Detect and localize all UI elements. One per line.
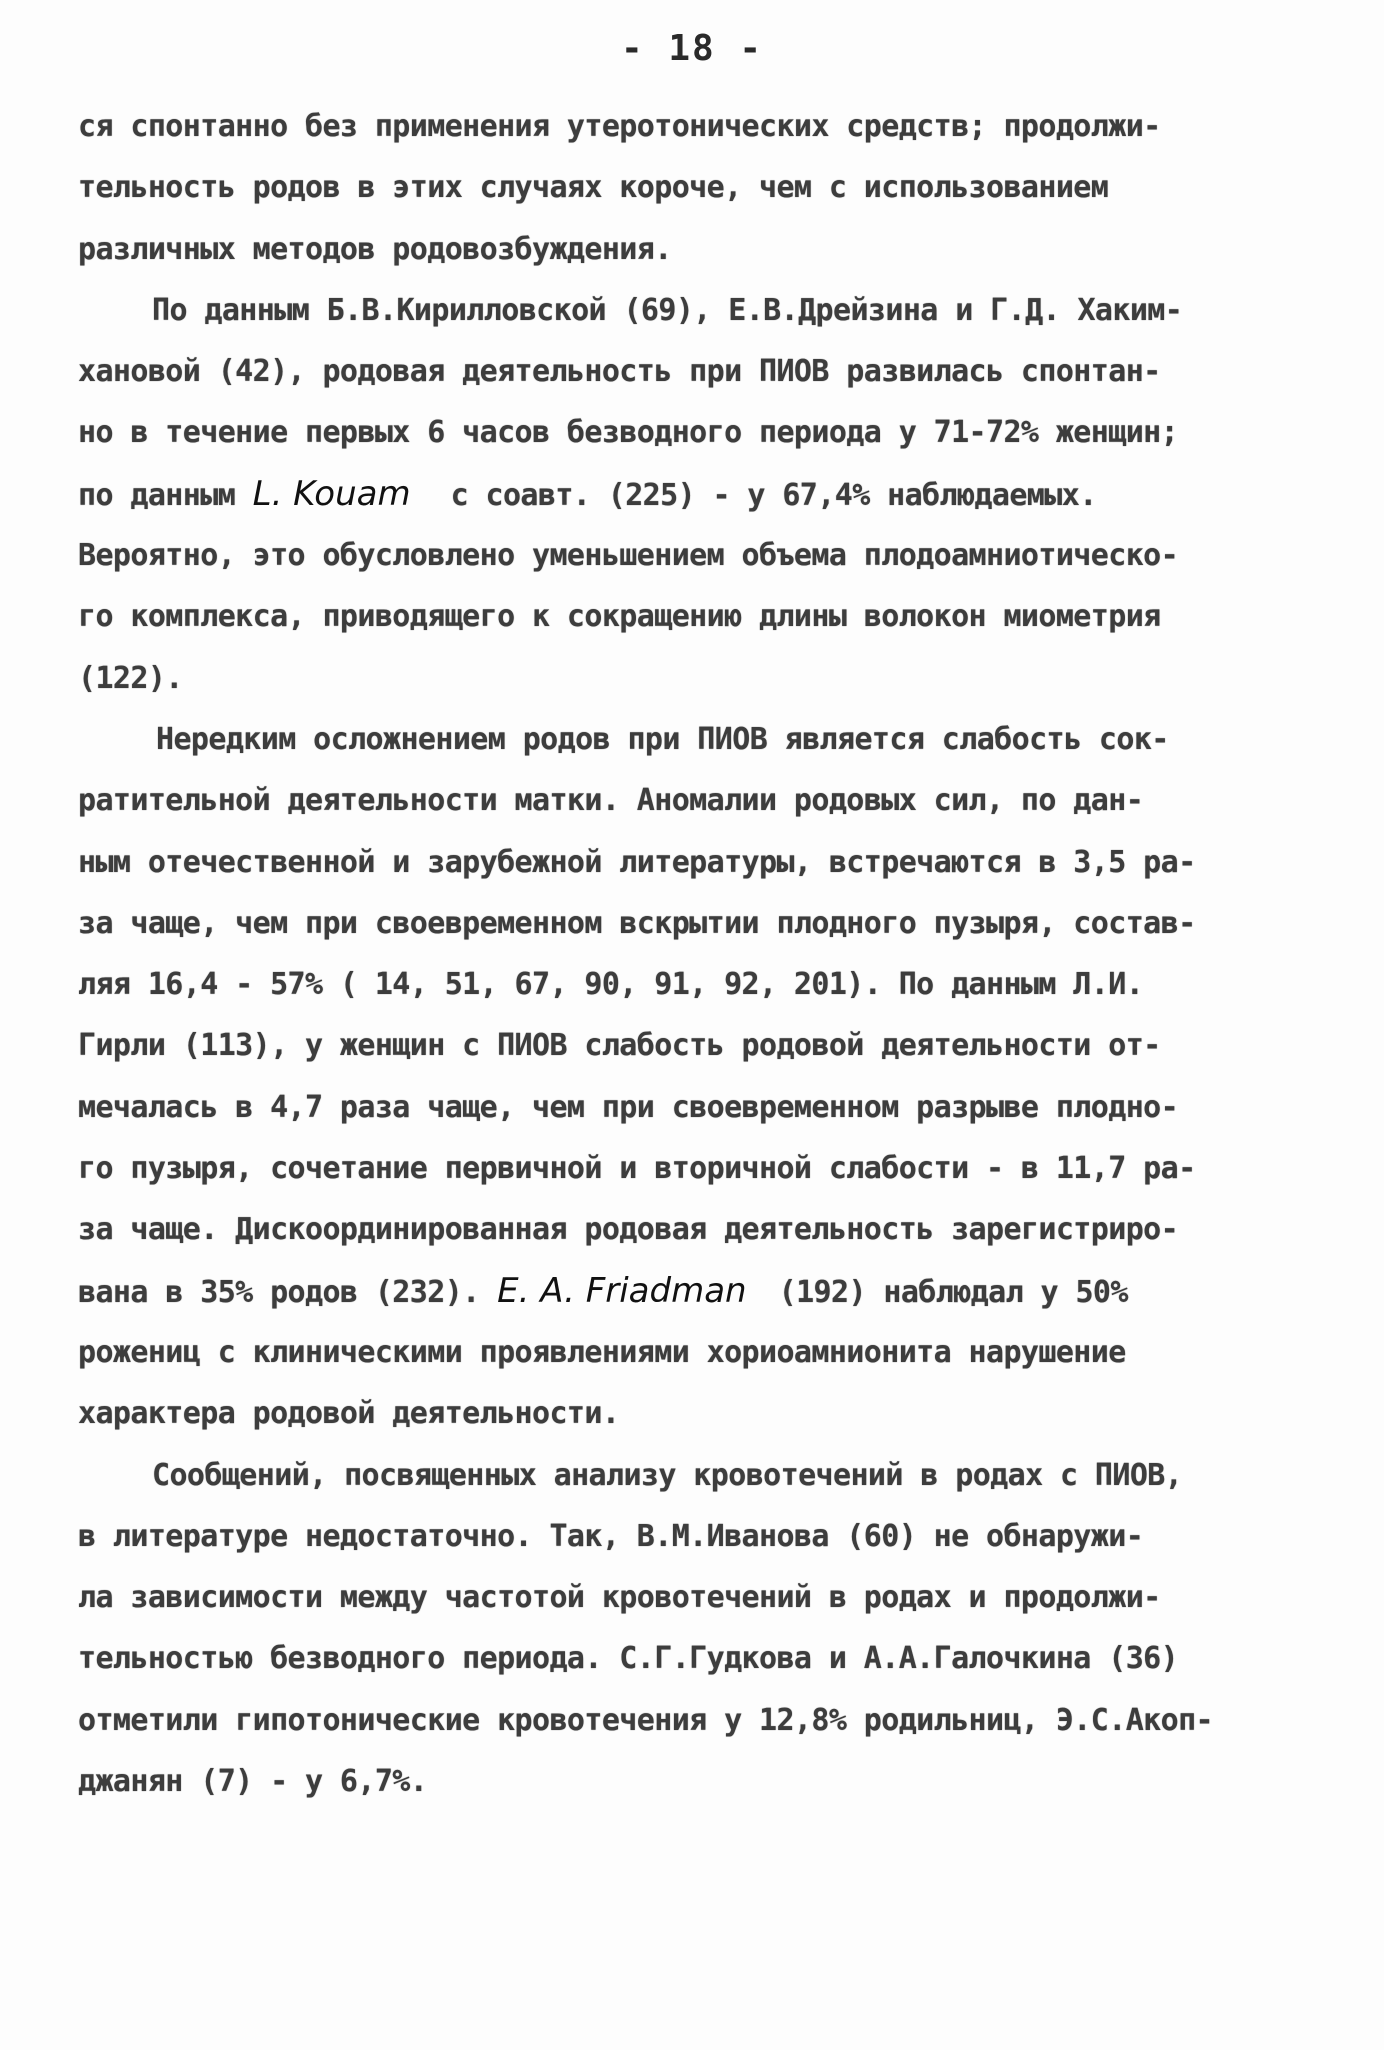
text-line: тельностью безводного периода. С.Г.Гудкова и А.А.Галочкина (36) xyxy=(78,1641,1179,1677)
text-fragment: вана в 35% родов (232). xyxy=(78,1274,480,1310)
text-line: ным отечественной и зарубежной литературы, встречаются в 3,5 ра- xyxy=(78,844,1196,880)
text-line: го пузыря, сочетание первичной и вторичной слабости - в 11,7 ра- xyxy=(78,1151,1196,1187)
text-line: характера родовой деятельности. xyxy=(78,1396,620,1432)
text-line: различных методов родовозбуждения. xyxy=(78,231,672,267)
text-line: ла зависимости между частотой кровотечений в родах и продолжи- xyxy=(78,1580,1161,1616)
page-number: - 18 - xyxy=(620,28,764,69)
text-line: Сообщений, посвященных анализу кровотечений в родах с ПИОВ, xyxy=(152,1457,1183,1493)
text-fragment: (192) наблюдал у 50% xyxy=(778,1274,1128,1310)
handwritten-author-name: E. A. Friadman xyxy=(497,1270,747,1311)
text-line: Нередким осложнением родов при ПИОВ является слабость сок- xyxy=(156,721,1169,757)
document-body xyxy=(78,96,1328,1812)
text-line: хановой (42), родовая деятельность при ПИОВ развилась спонтан- xyxy=(78,354,1161,390)
text-line-with-handwritten-name xyxy=(78,1261,1328,1322)
text-line: (122). xyxy=(78,660,183,696)
text-fragment: по данным xyxy=(78,477,236,513)
text-line: рожениц с клиническими проявлениями хориоамнионита нарушение xyxy=(78,1334,1126,1370)
text-line: отметили гипотонические кровотечения у 12,8% родильниц, Э.С.Акоп- xyxy=(78,1702,1213,1738)
text-line: за чаще. Дискоординированная родовая деятельность зарегистриро- xyxy=(78,1212,1179,1248)
text-line: ляя 16,4 - 57% ( 14, 51, 67, 90, 91, 92, 201). По данным Л.И. xyxy=(78,967,1144,1003)
text-line: го комплекса, приводящего к сокращению длины волокон миометрия xyxy=(78,599,1161,635)
text-line: Вероятно, это обусловлено уменьшением объема плодоамниотическо- xyxy=(78,538,1179,574)
text-line: По данным Б.В.Кирилловской (69), Е.В.Дрейзина и Г.Д. Хаким- xyxy=(152,292,1183,328)
text-line: но в течение первых 6 часов безводного периода у 71-72% женщин; xyxy=(78,415,1179,451)
text-line-with-handwritten-name xyxy=(78,464,1328,525)
text-line: джанян (7) - у 6,7%. xyxy=(78,1764,428,1800)
text-line: мечалась в 4,7 раза чаще, чем при своевременном разрыве плодно- xyxy=(78,1089,1179,1125)
text-fragment: с соавт. (225) - у 67,4% наблюдаемых. xyxy=(450,477,1097,513)
text-line: Гирли (113), у женщин с ПИОВ слабость родовой деятельности от- xyxy=(78,1028,1161,1064)
text-line: ся спонтанно без применения утеротонических средств; продолжи- xyxy=(78,109,1161,144)
text-line: в литературе недостаточно. Так, В.М.Иванова (60) не обнаружи- xyxy=(78,1518,1144,1554)
text-line: ратительной деятельности матки. Аномалии родовых сил, по дан- xyxy=(78,783,1144,819)
text-line: тельность родов в этих случаях короче, чем с использованием xyxy=(78,170,1109,206)
text-line: за чаще, чем при своевременном вскрытии плодного пузыря, состав- xyxy=(78,905,1196,941)
handwritten-author-name: L. Kouam xyxy=(252,473,411,514)
